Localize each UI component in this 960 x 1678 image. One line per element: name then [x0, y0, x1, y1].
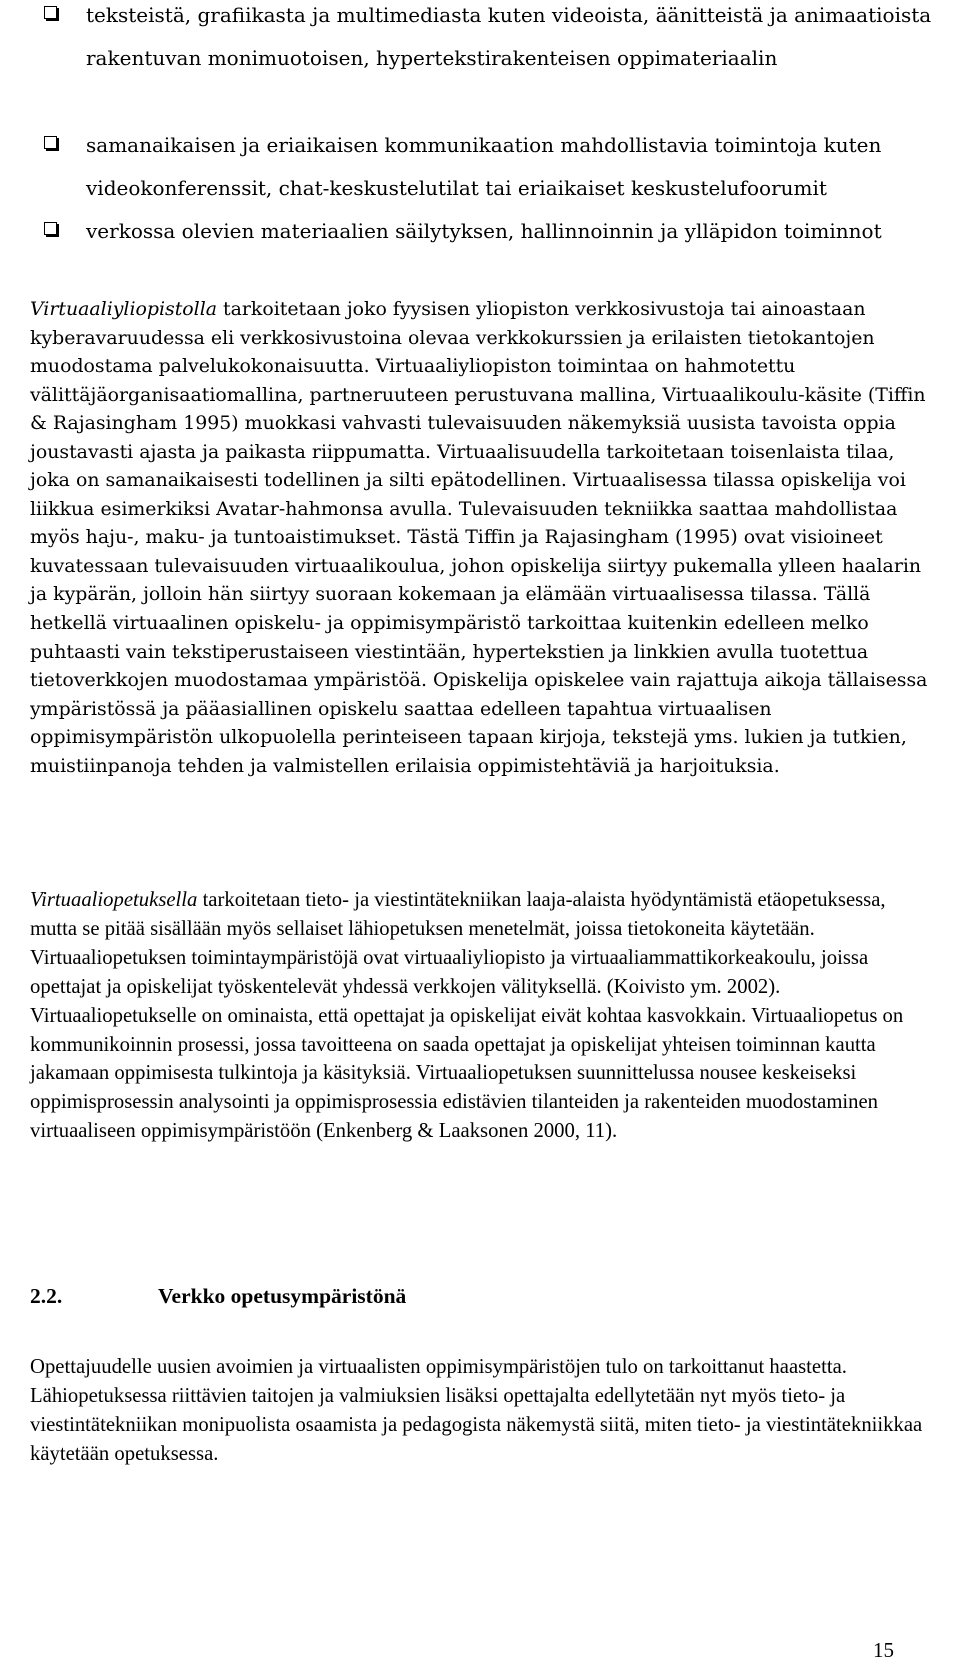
list-item-text: verkossa olevien materiaalien säilytyksen, hallinnoinnin ja ylläpidon toiminnot	[86, 219, 882, 243]
paragraph-virtuaaliopetus-definition	[30, 886, 930, 1146]
list-item-text: samanaikaisen ja eriaikaisen kommunikaation mahdollistavia toimintoja kuten videokonferenssit, chat-keskustelutilat tai eriaikaiset keskustelufoorumit	[86, 133, 882, 200]
paragraph-text: tarkoitetaan joko fyysisen yliopiston verkkosivustoja tai ainoastaan kyberavaruudessa eli verkkosivustoina olevaa verkkokurssien ja erilaisten tietokantojen muodostama palvelukokonaisuutta.	[30, 298, 875, 378]
section-heading	[30, 1282, 406, 1310]
checkbox-bullet-icon	[44, 136, 57, 149]
checkbox-bullet-icon	[44, 222, 57, 235]
list-item	[40, 0, 940, 80]
section-title: Verkko opetusympäristönä	[158, 1284, 407, 1308]
defined-term: Virtuaaliopetuksella	[30, 889, 198, 911]
list-item	[40, 124, 940, 210]
list-item-text: teksteistä, grafiikasta ja multimediasta kuten videoista, äänitteistä ja animaatioista rakentuvan monimuotoisen, hypertekstirakenteisen oppimateriaalin	[86, 3, 932, 70]
checkbox-bullet-icon	[44, 6, 57, 19]
paragraph-text: tarkoitetaan tieto- ja viestintätekniikan laaja-alaista hyödyntämistä etäopetuksessa, mutta se pitää sisällään myös sellaiset lähiopetuksen menetelmät, joissa tietokoneita käytetään. Virtuaaliopetuksen toimintaympäristöjä ovat virtuaaliyliopisto ja virtuaaliammattikorkeakoulu, joissa opettajat ja opiskelijat työskentelevät yhdessä verkkojen välityksellä. (Koivisto ym. 2002). Virtuaaliopetukselle on ominaista, että opettajat ja opiskelijat eivät kohtaa kasvokkain. Virtuaaliopetus on kommunikoinnin prosessi, jossa tavoitteena on saada opettajat ja opiskelijat yhteisen toiminnan kautta jakamaan oppimisesta tulkintoja ja käsityksiä. Virtuaaliopetuksen suunnittelussa nousee keskeiseksi oppimisprosessin analysointi ja oppimisprosessia edistävien tilanteiden ja rakenteiden muodostaminen virtuaaliseen oppimisympäristöön (Enkenberg & Laaksonen 2000, 11).	[30, 889, 904, 1143]
page-number: 15	[873, 1638, 894, 1662]
paragraph-text: Virtuaaliyliopiston toimintaa on hahmotettu välittäjäorganisaatiomallina, partneruuteen perustuvana mallina, Virtuaalikoulu-käsite (Tiffin & Rajasingham 1995) muokkasi vahvasti tulevaisuuden näkemyksiä uusista tavoista oppia joustavasti ajasta ja paikasta riippumatta. Virtuaalisuudella tarkoitetaan toisenlaista tilaa, joka on samanaikaisesti todellinen ja silti epätodellinen. Virtuaalisessa tilassa opiskelija voi liikkua esimerkiksi Avatar-hahmonsa avulla. Tulevaisuuden tekniikka saattaa mahdollistaa myös haju-, maku- ja tuntoaistimukset. Tästä Tiffin ja Rajasingham (1995) ovat visioineet kuvatessaan tulevaisuuden virtuaalikoulua, johon opiskelija siirtyy pukemalla ylleen haalarin ja kypärän, jolloin hän siirtyy suoraan kokemaan ja elämään virtuaalisessa tilassa. Tällä hetkellä virtuaalinen opiskelu- ja oppimisympäristö tarkoittaa kuitenkin edelleen melko puhtaasti vain tekstiperustaiseen viestintään, hypertekstien ja linkkien avulla tuotettua tietoverkkojen muodostamaa ympäristöä. Opiskelija opiskelee vain rajattuja aikoja tällaisessa ympäristössä ja pääasiallinen opiskelu saattaa edelleen tapahtua virtuaalisen oppimisympäristön ulkopuolella perinteiseen tapaan kirjoja, tekstejä yms. lukien ja tutkien, muistiinpanoja tehden ja valmistellen erilaisia oppimistehtäviä ja harjoituksia.	[30, 355, 928, 777]
defined-term: Virtuaaliyliopistolla	[30, 298, 218, 320]
paragraph-virtuaaliyliopisto-definition	[30, 295, 930, 780]
list-item	[40, 210, 882, 253]
section-number: 2.2.	[30, 1284, 63, 1308]
paragraph-opettajuus: Opettajuudelle uusien avoimien ja virtuaalisten oppimisympäristöjen tulo on tarkoittanut haastetta. Lähiopetuksessa riittävien taitojen ja valmiuksien lisäksi opettajalta edellytetään nyt myös tieto- ja viestintätekniikan monipuolista osaamista ja pedagogista näkemystä siitä, miten tieto- ja viestintätekniikkaa käytetään opetuksessa.	[30, 1356, 923, 1465]
